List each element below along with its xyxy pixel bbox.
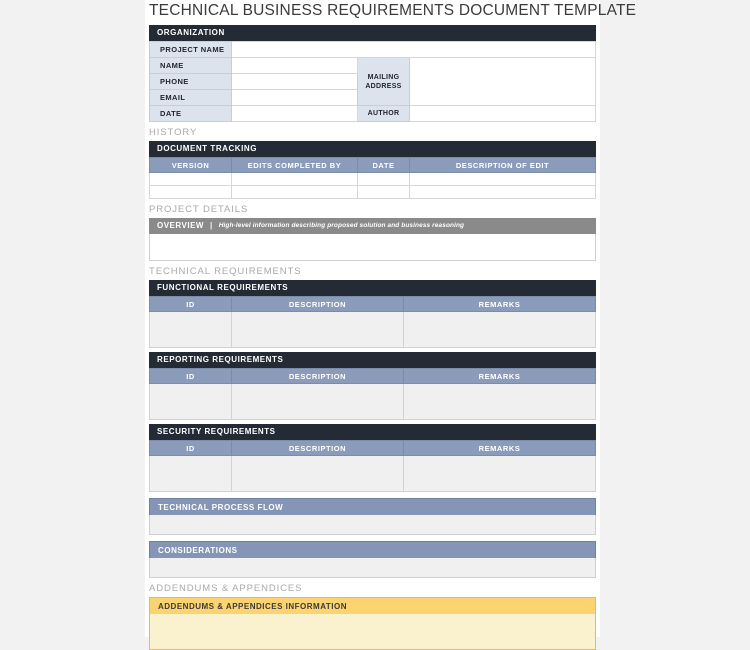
cell-description-of-edit[interactable]: [410, 186, 596, 199]
phone-label: PHONE: [150, 74, 232, 90]
table-row: [150, 42, 596, 58]
document-page: [145, 0, 637, 637]
column-header-description-of-edit: DESCRIPTION OF EDIT: [410, 158, 596, 173]
cell-description[interactable]: [232, 384, 404, 420]
addendums-band-label: ADDENDUMS & APPENDICES INFORMATION: [149, 597, 596, 614]
column-header-id: ID: [150, 297, 232, 312]
technical-process-flow-input[interactable]: [149, 515, 596, 535]
column-header-remarks: REMARKS: [404, 441, 596, 456]
email-label: EMAIL: [150, 90, 232, 106]
table-row: [150, 186, 596, 199]
considerations-input[interactable]: [149, 558, 596, 578]
date-input[interactable]: [232, 106, 358, 122]
cell-remarks[interactable]: [404, 456, 596, 492]
considerations-section: [149, 541, 596, 578]
considerations-band-label: CONSIDERATIONS: [149, 541, 596, 558]
column-header-version: VERSION: [150, 158, 232, 173]
functional-requirements-section: [149, 280, 596, 348]
project-name-label: PROJECT NAME: [150, 42, 232, 58]
document-tracking-band-label: DOCUMENT TRACKING: [149, 141, 596, 157]
column-header-description: DESCRIPTION: [232, 297, 404, 312]
reporting-requirements-table: [149, 368, 596, 420]
organization-band-label: ORGANIZATION: [149, 25, 596, 41]
table-header-row: [150, 369, 596, 384]
column-header-id: ID: [150, 369, 232, 384]
cell-id[interactable]: [150, 312, 232, 348]
security-requirements-section: [149, 424, 596, 492]
table-row: [150, 173, 596, 186]
cell-remarks[interactable]: [404, 384, 596, 420]
addendums-section: [149, 597, 596, 650]
table-header-row: [150, 441, 596, 456]
project-name-input[interactable]: [232, 42, 596, 58]
addendums-caption: ADDENDUMS & APPENDICES: [149, 583, 303, 594]
overview-hint: High-level information describing proposed solution and business reasoning: [218, 222, 465, 229]
table-header-row: [150, 297, 596, 312]
overview-label: OVERVIEW: [157, 221, 204, 230]
table-row: [150, 312, 596, 348]
name-input[interactable]: [232, 58, 358, 74]
cell-remarks[interactable]: [404, 312, 596, 348]
column-header-remarks: REMARKS: [404, 297, 596, 312]
mailing-address-label: MAILING ADDRESS: [358, 58, 410, 106]
author-input[interactable]: [410, 106, 596, 122]
author-label: AUTHOR: [358, 106, 410, 122]
name-label: NAME: [150, 58, 232, 74]
cell-description-of-edit[interactable]: [410, 173, 596, 186]
cell-date[interactable]: [358, 173, 410, 186]
column-header-id: ID: [150, 441, 232, 456]
cell-id[interactable]: [150, 456, 232, 492]
cell-id[interactable]: [150, 384, 232, 420]
reporting-requirements-section: [149, 352, 596, 420]
cell-version[interactable]: [150, 186, 232, 199]
document-tracking-table: [149, 157, 596, 199]
column-header-edits-completed-by: EDITS COMPLETED BY: [232, 158, 358, 173]
column-header-description: DESCRIPTION: [232, 441, 404, 456]
project-details-caption: PROJECT DETAILS: [149, 204, 249, 215]
technical-requirements-caption: TECHNICAL REQUIREMENTS: [149, 266, 302, 277]
functional-requirements-band-label: FUNCTIONAL REQUIREMENTS: [149, 280, 596, 296]
column-header-remarks: REMARKS: [404, 369, 596, 384]
table-row: [150, 58, 596, 74]
table-row: [150, 456, 596, 492]
technical-process-flow-section: [149, 498, 596, 535]
cell-version[interactable]: [150, 173, 232, 186]
cell-date[interactable]: [358, 186, 410, 199]
functional-requirements-table: [149, 296, 596, 348]
addendums-input[interactable]: [149, 614, 596, 650]
security-requirements-table: [149, 440, 596, 492]
mailing-address-input[interactable]: [410, 58, 596, 106]
overview-separator: |: [209, 221, 213, 230]
table-row: [150, 384, 596, 420]
phone-input[interactable]: [232, 74, 358, 90]
date-label: DATE: [150, 106, 232, 122]
column-header-date: DATE: [358, 158, 410, 173]
column-header-description: DESCRIPTION: [232, 369, 404, 384]
history-caption: HISTORY: [149, 127, 198, 138]
page-title: TECHNICAL BUSINESS REQUIREMENTS DOCUMENT TEMPLATE: [149, 2, 637, 19]
table-header-row: [150, 158, 596, 173]
table-row: [150, 106, 596, 122]
cell-edits-completed-by[interactable]: [232, 173, 358, 186]
cell-description[interactable]: [232, 456, 404, 492]
cell-edits-completed-by[interactable]: [232, 186, 358, 199]
overview-band: [149, 218, 596, 234]
organization-section: [149, 25, 596, 122]
overview-input[interactable]: [149, 234, 596, 261]
cell-description[interactable]: [232, 312, 404, 348]
reporting-requirements-band-label: REPORTING REQUIREMENTS: [149, 352, 596, 368]
technical-process-flow-band-label: TECHNICAL PROCESS FLOW: [149, 498, 596, 515]
project-details-section: [149, 218, 596, 261]
security-requirements-band-label: SECURITY REQUIREMENTS: [149, 424, 596, 440]
history-section: [149, 141, 596, 199]
organization-table: [149, 41, 596, 122]
email-input[interactable]: [232, 90, 358, 106]
